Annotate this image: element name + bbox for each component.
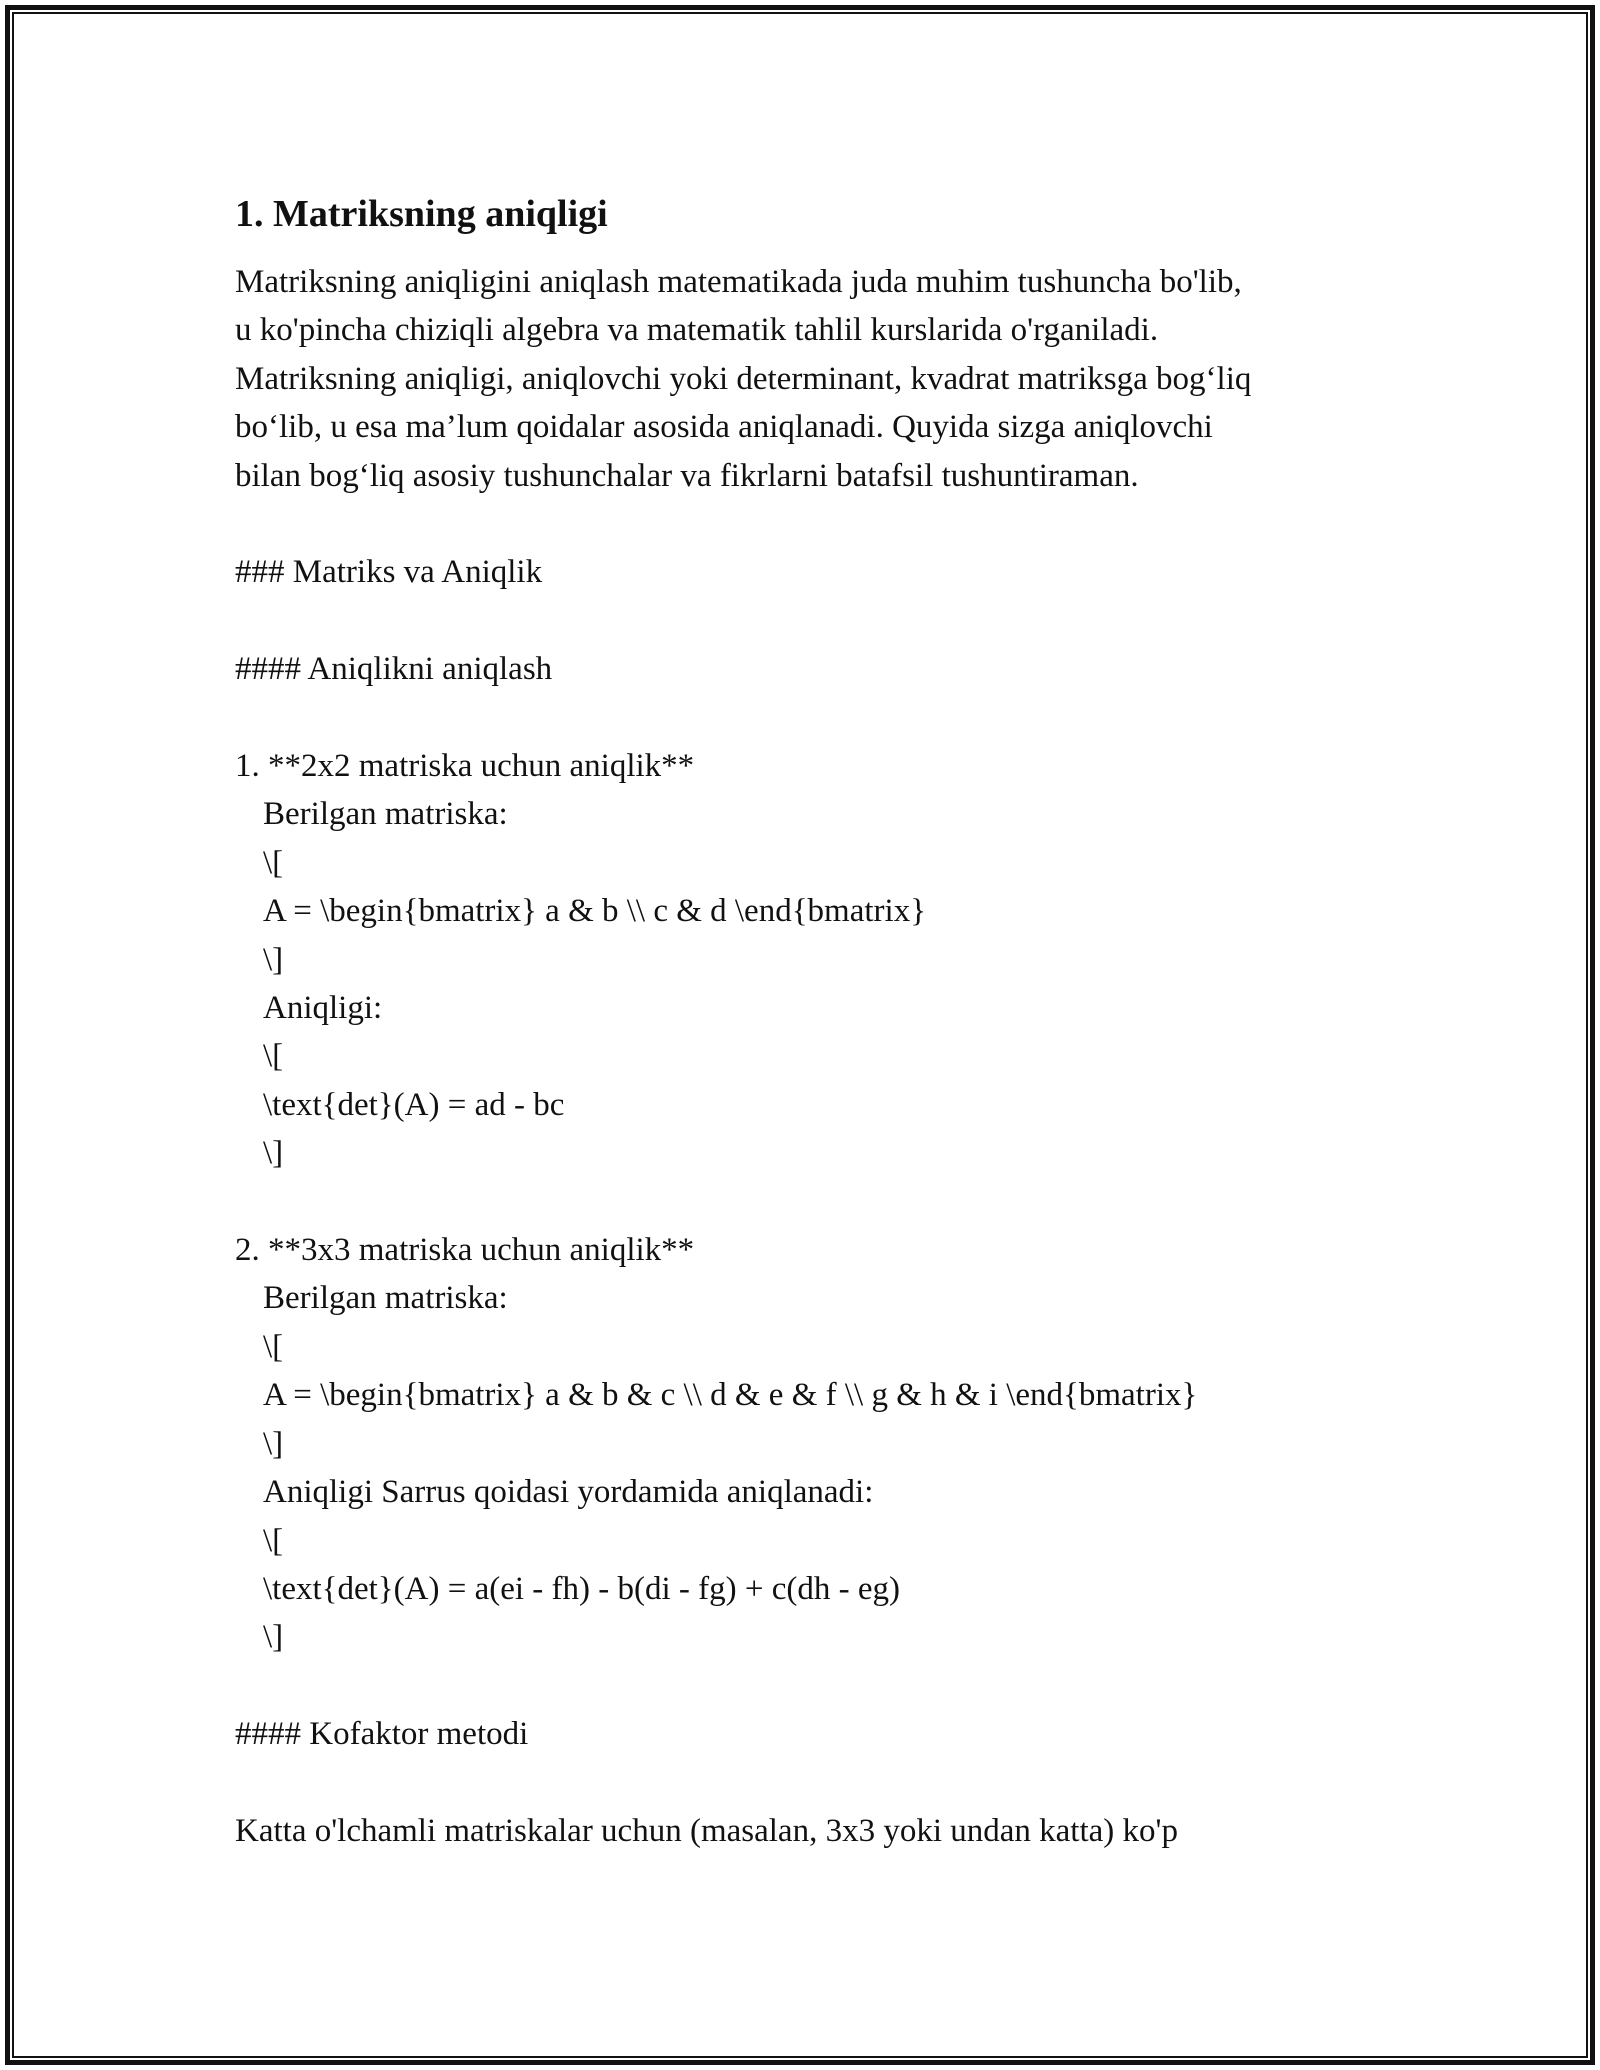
math-close: \]: [263, 1619, 284, 1656]
determinant-formula: \text{det}(A) = ad - bc: [263, 1086, 565, 1123]
matrix-expression: A = \begin{bmatrix} a & b \\ c & d \end{bmatrix}: [263, 893, 927, 930]
determinant-formula: \text{det}(A) = a(ei - fh) - b(di - fg) + c(dh - eg): [263, 1570, 900, 1607]
given-label: Berilgan matriska:: [263, 1280, 508, 1317]
math-open: \[: [263, 1522, 284, 1559]
intro-line: bo‘lib, u esa ma’lum qoidalar asosida aniqlanadi. Quyida sizga aniqlovchi: [235, 409, 1213, 446]
blank-line: [235, 1759, 1415, 1807]
math-close: \]: [263, 1135, 284, 1172]
determinant-label: Aniqligi:: [263, 990, 383, 1027]
blank-line: [235, 1662, 1415, 1710]
intro-line: bilan bog‘liq asosiy tushunchalar va fikrlarni batafsil tushuntiraman.: [235, 457, 1139, 494]
matrix-expression: A = \begin{bmatrix} a & b & c \\ d & e & f \\ g & h & i \end{bmatrix}: [263, 1377, 1198, 1414]
document-body: [235, 188, 1415, 1855]
document-title: 1. Matriksning aniqligi: [235, 193, 608, 235]
determinant-label: Aniqligi Sarrus qoidasi yordamida aniqlanadi:: [263, 1474, 874, 1511]
math-open: \[: [263, 1328, 284, 1365]
section-heading-matriks: ### Matriks va Aniqlik: [235, 554, 543, 591]
subsection-heading-aniqlash: #### Aniqlikni aniqlash: [235, 651, 553, 688]
math-open: \[: [263, 1038, 284, 1075]
list-item-2x2: [235, 742, 1415, 1178]
math-close: \]: [263, 1425, 284, 1462]
intro-line: Matriksning aniqligi, aniqlovchi yoki determinant, kvadrat matriksga bog‘liq: [235, 360, 1252, 397]
intro-paragraph: [235, 258, 1415, 500]
list-item-3x3: [235, 1226, 1415, 1662]
blank-line: [235, 500, 1415, 548]
given-label: Berilgan matriska:: [263, 796, 508, 833]
list-item-heading: 1. **2x2 matriska uchun aniqlik**: [235, 748, 695, 785]
subsection-heading-kofaktor: #### Kofaktor metodi: [235, 1716, 529, 1753]
math-open: \[: [263, 844, 284, 881]
blank-line: [235, 694, 1415, 742]
math-close: \]: [263, 941, 284, 978]
body-text-line: Katta o'lchamli matriskalar uchun (masalan, 3x3 yoki undan katta) ko'p: [235, 1812, 1178, 1849]
intro-line: Matriksning aniqligini aniqlash matematikada juda muhim tushuncha bo'lib,: [235, 264, 1242, 300]
blank-line: [235, 1178, 1415, 1226]
list-item-heading: 2. **3x3 matriska uchun aniqlik**: [235, 1232, 695, 1269]
blank-line: [235, 597, 1415, 645]
intro-line: u ko'pincha chiziqli algebra va matematik tahlil kurslarida o'rganiladi.: [235, 312, 1159, 349]
